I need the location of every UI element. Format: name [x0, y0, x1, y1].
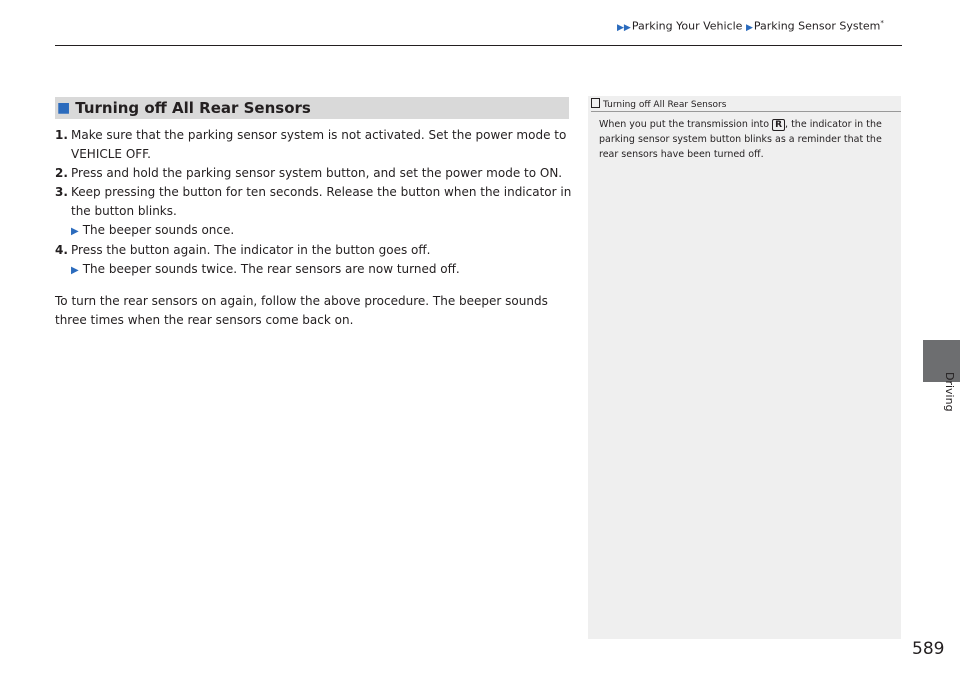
- step-item: [55, 164, 577, 183]
- triangle-right-icon: ▶: [71, 265, 79, 276]
- step-text: Press the button again. The indicator in the button goes off.: [71, 243, 431, 257]
- triangle-right-icon: ▶▶: [617, 22, 631, 33]
- section-title: Turning off All Rear Sensors: [75, 99, 311, 117]
- step-result: [55, 260, 577, 280]
- step-result-text: The beeper sounds once.: [82, 223, 235, 237]
- footnote-marker: *: [880, 19, 884, 27]
- step-item: [55, 183, 577, 221]
- note-heading: [591, 98, 726, 110]
- breadcrumb-item-parking[interactable]: Parking Your Vehicle: [631, 19, 743, 33]
- section-header: [55, 97, 569, 119]
- step-result: [55, 221, 577, 241]
- header-rule: [55, 45, 902, 46]
- note-rule: [591, 111, 901, 112]
- note-title[interactable]: Turning off All Rear Sensors: [603, 100, 727, 110]
- step-text: Press and hold the parking sensor system button, and set the power mode to ON.: [71, 166, 563, 180]
- step-text: Make sure that the parking sensor system is not activated. Set the power mode to VEHICLE OFF.: [71, 128, 567, 161]
- breadcrumb: [617, 19, 884, 33]
- step-number: 4.: [55, 243, 68, 257]
- square-bullet-icon: ■: [57, 100, 71, 116]
- triangle-right-icon: ▶: [745, 22, 753, 33]
- breadcrumb-item-sensor[interactable]: Parking Sensor System: [753, 19, 881, 33]
- note-sidebar: [588, 96, 901, 639]
- note-icon: [591, 98, 600, 108]
- step-number: 3.: [55, 185, 68, 199]
- step-number: 1.: [55, 128, 68, 142]
- note-text-part: When you put the transmission into: [599, 119, 773, 130]
- page-number: 589: [912, 639, 945, 659]
- chapter-tab-label: Driving: [943, 372, 956, 412]
- step-list: [55, 126, 577, 280]
- gear-r-icon: R: [772, 119, 785, 131]
- note-text-part: , the indicator in the parking sensor system button blinks as a reminder that the rear sensors have been turned off.: [599, 119, 882, 160]
- body-paragraph: To turn the rear sensors on again, follow the above procedure. The beeper sounds three times when the rear sensors come back on.: [55, 294, 548, 327]
- step-result-text: The beeper sounds twice. The rear sensors are now turned off.: [82, 262, 460, 276]
- step-number: 2.: [55, 166, 68, 180]
- triangle-right-icon: ▶: [71, 226, 79, 237]
- step-text: Keep pressing the button for ten seconds. Release the button when the indicator in the button blinks.: [71, 185, 572, 218]
- step-item: [55, 241, 577, 260]
- note-text: [599, 117, 895, 162]
- step-item: [55, 126, 577, 164]
